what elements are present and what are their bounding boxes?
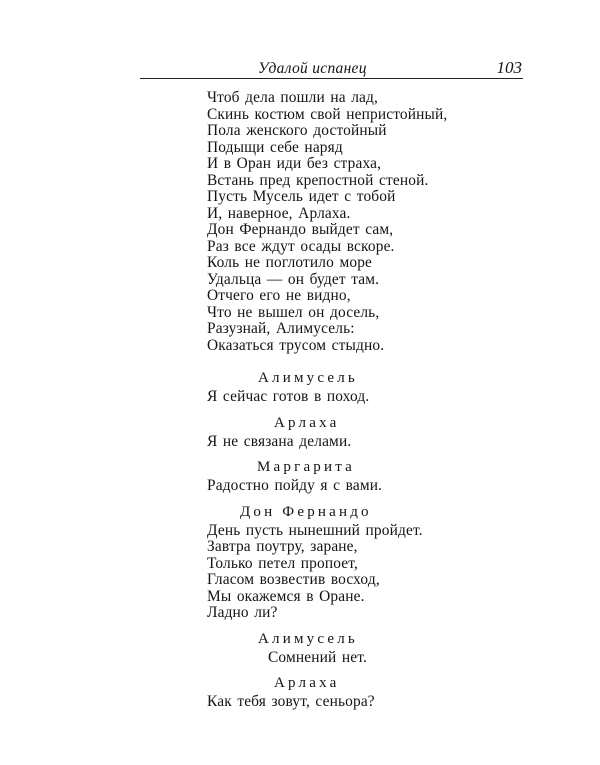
dialogue-line: Мы окажемся в Оране. (207, 587, 365, 605)
verse-line: Пусть Мусель идет с тобой (207, 188, 396, 205)
verse-line: Дон Фернандо выйдет сам, (207, 221, 394, 238)
verse-line: Пола женского достойный (207, 122, 387, 139)
verse-line: И в Оран иди без страха, (207, 155, 382, 172)
dialogue-line: Я не связана делами. (207, 432, 352, 450)
verse-line: Что не вышел он досель, (207, 303, 380, 321)
dialogue-line: Как тебя зовут, сеньора? (207, 693, 375, 710)
dialogue-line: Радостно пойду я с вами. (207, 477, 383, 494)
verse-line: Удальца — он будет там. (207, 270, 380, 288)
dialogue-line: День пусть нынешний пройдет. (207, 521, 423, 539)
verse-block (207, 90, 527, 354)
dialogue-line: Я сейчас готов в поход. (207, 388, 370, 405)
dialogue-line: Сомнений нет. (268, 648, 367, 666)
verse-line: Скинь костюм свой непристойный, (207, 105, 448, 123)
dialogue-line: Гласом возвестив восход, (207, 571, 380, 588)
verse-line: Раз все ждут осады вскоре. (207, 237, 395, 255)
verse-line: Разузнай, Алимусель: (207, 320, 355, 337)
verse-line: Отчего его не видно, (207, 287, 351, 304)
dialogue-line: Завтра поутру, заране, (207, 538, 358, 555)
verse-line: Оказаться трусом стыдно. (207, 336, 385, 354)
verse-line: Встань пред крепостной стеной. (207, 171, 429, 189)
dialogue-line: Только петел пропоет, (207, 554, 358, 572)
verse-line: И, наверное, Арлаха. (207, 204, 351, 222)
play-text (207, 90, 527, 711)
speaker-name: Арлаха (274, 675, 340, 691)
running-title: Удалой испанец (258, 60, 367, 77)
speaker-name: Алимусель (258, 630, 358, 647)
speaker-name: Дон Фернандо (240, 503, 372, 520)
verse-line: Чтоб дела пошли на лад, (207, 89, 379, 106)
speaker-name: Маргарита (257, 459, 356, 475)
page-number: 103 (496, 58, 522, 77)
speaker-name: Алимусель (258, 370, 358, 386)
dialogue-line: Ладно ли? (207, 604, 278, 621)
verse-line: Подыщи себе наряд (207, 138, 343, 156)
running-head (140, 58, 523, 79)
speaker-name: Арлаха (274, 414, 340, 431)
verse-line: Коль не поглотило море (207, 254, 373, 271)
